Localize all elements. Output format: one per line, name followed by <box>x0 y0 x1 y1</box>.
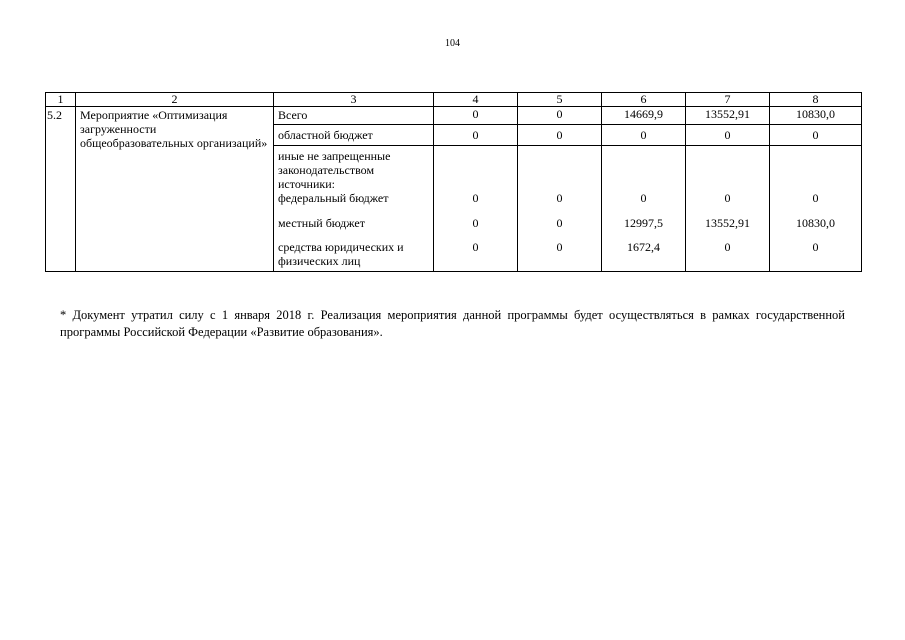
page-number: 104 <box>445 38 460 49</box>
header-cell: 7 <box>686 93 770 107</box>
table-header-row <box>46 93 862 107</box>
value-cell: 10830,0 <box>770 107 862 125</box>
value-cell <box>602 146 686 192</box>
value-cell: 0 <box>770 240 862 271</box>
value-cell: 0 <box>518 240 602 271</box>
value-cell: 10830,0 <box>770 216 862 240</box>
header-cell: 5 <box>518 93 602 107</box>
row-number-cell: 5.2 <box>46 107 76 272</box>
value-cell <box>686 146 770 192</box>
row-label: Всего <box>274 107 434 125</box>
value-cell: 0 <box>518 216 602 240</box>
value-cell <box>770 146 862 192</box>
value-cell: 13552,91 <box>686 216 770 240</box>
value-cell: 0 <box>770 191 862 216</box>
value-cell: 14669,9 <box>602 107 686 125</box>
value-cell: 1672,4 <box>602 240 686 271</box>
value-cell: 0 <box>686 240 770 271</box>
value-cell: 0 <box>434 107 518 125</box>
value-cell: 0 <box>434 191 518 216</box>
value-cell: 0 <box>434 240 518 271</box>
row-label: местный бюджет <box>274 216 434 240</box>
value-cell: 0 <box>686 191 770 216</box>
header-cell: 1 <box>46 93 76 107</box>
budget-table <box>45 92 862 272</box>
value-cell: 0 <box>518 125 602 146</box>
value-cell: 12997,5 <box>602 216 686 240</box>
footnote: * Документ утратил силу с 1 января 2018 г. Реализация мероприятия данной программы будет осуществляться в рамках государственной программы Российской Федерации «Развитие образования». <box>60 308 845 339</box>
activity-name-cell: Мероприятие «Оптимизация загруженности общеобразовательных организаций» <box>76 107 274 272</box>
row-label: федеральный бюджет <box>274 191 434 216</box>
header-cell: 8 <box>770 93 862 107</box>
value-cell: 0 <box>770 125 862 146</box>
value-cell: 0 <box>602 191 686 216</box>
value-cell: 0 <box>518 191 602 216</box>
table-row <box>46 107 862 125</box>
value-cell: 13552,91 <box>686 107 770 125</box>
header-cell: 6 <box>602 93 686 107</box>
value-cell: 0 <box>434 216 518 240</box>
value-cell: 0 <box>602 125 686 146</box>
header-cell: 4 <box>434 93 518 107</box>
row-label: областной бюджет <box>274 125 434 146</box>
row-label: средства юридических и физических лиц <box>274 240 434 271</box>
value-cell <box>518 146 602 192</box>
header-cell: 3 <box>274 93 434 107</box>
row-label: иные не запрещенные законодательством источники: <box>274 146 434 192</box>
value-cell: 0 <box>686 125 770 146</box>
header-cell: 2 <box>76 93 274 107</box>
value-cell: 0 <box>434 125 518 146</box>
value-cell: 0 <box>518 107 602 125</box>
value-cell <box>434 146 518 192</box>
